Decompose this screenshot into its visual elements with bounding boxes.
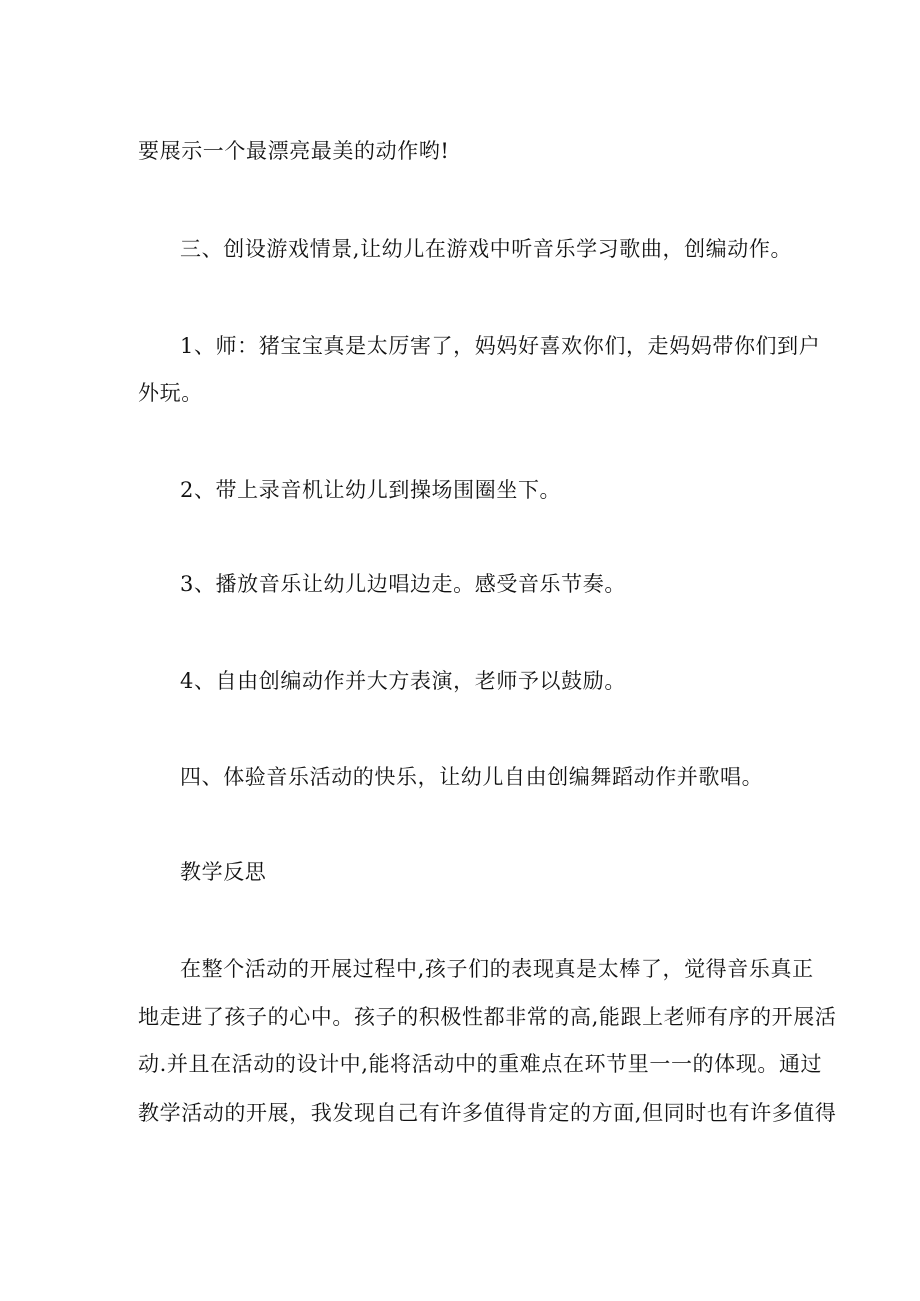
section-title-reflection: 教学反思 — [180, 860, 267, 884]
reflection-line-1: 在整个活动的开展过程中,孩子们的表现真是太棒了，觉得音乐真正 — [180, 957, 814, 981]
reflection-line-4: 教学活动的开展，我发现自己有许多值得肯定的方面,但同时也有许多值得 — [138, 1101, 837, 1125]
paragraph-line: 要展示一个最漂亮最美的动作哟! — [138, 139, 450, 163]
list-item-1-continuation: 外玩。 — [138, 381, 203, 405]
list-item-4: 4、自由创编动作并大方表演，老师予以鼓励。 — [180, 669, 626, 693]
list-item-1: 1、师：猪宝宝真是太厉害了，妈妈好喜欢你们，走妈妈带你们到户 — [180, 334, 821, 358]
list-item-3: 3、播放音乐让幼儿边唱边走。感受音乐节奏。 — [180, 572, 626, 596]
reflection-line-2: 地走进了孩子的心中。孩子的积极性都非常的高,能跟上老师有序的开展活 — [138, 1005, 837, 1029]
section-heading-4: 四、体验音乐活动的快乐，让幼儿自由创编舞蹈动作并歌唱。 — [180, 765, 764, 789]
reflection-line-3: 动.并且在活动的设计中,能将活动中的重难点在环节里一一的体现。通过 — [138, 1052, 823, 1076]
list-item-2: 2、带上录音机让幼儿到操场围圈坐下。 — [180, 478, 562, 502]
section-heading-3: 三、创设游戏情景,让幼儿在游戏中听音乐学习歌曲，创编动作。 — [180, 237, 793, 261]
